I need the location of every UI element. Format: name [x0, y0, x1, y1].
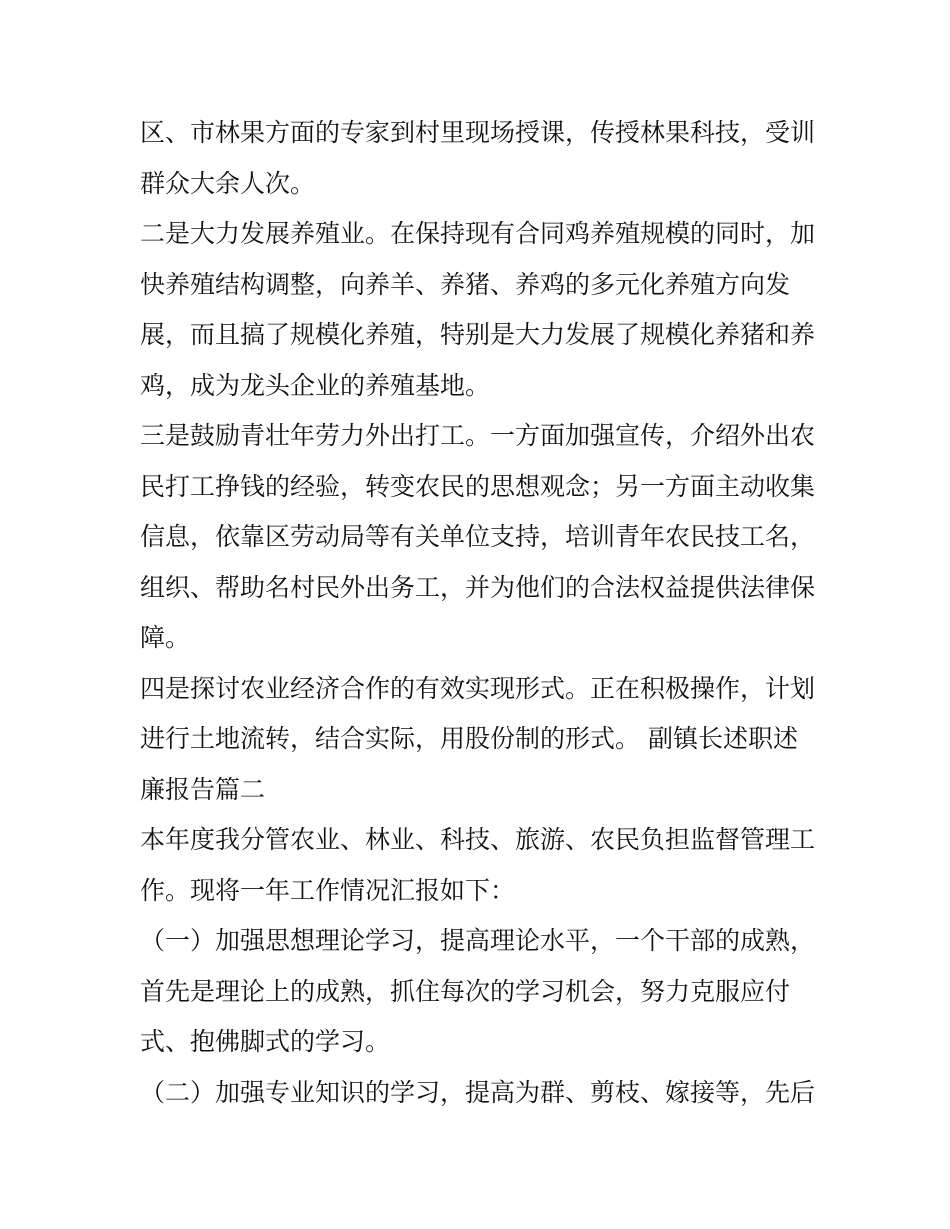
text-line: 展，而且搞了规模化养殖，特别是大力发展了规模化养猪和养 — [140, 320, 816, 349]
text-line: 区、市林果方面的专家到村里现场授课，传授林果科技，受训 — [140, 118, 816, 147]
text-line: 进行土地流转，结合实际，用股份制的形式。 副镇长述职述 — [140, 724, 798, 753]
text-line: 群众大余人次。 — [140, 168, 316, 198]
text-line: 鸡，成为龙头企业的养殖基地。 — [140, 370, 491, 400]
text-line: 首先是理论上的成熟，抓住每次的学习机会，努力克服应付 — [140, 976, 791, 1006]
text-line: 作。现将一年工作情况汇报如下： — [140, 875, 516, 905]
text-line: 廉报告篇二 — [140, 774, 266, 804]
text-line: 快养殖结构调整，向养羊、养猪、养鸡的多元化养殖方向发 — [140, 269, 791, 299]
text-line: 四是探讨农业经济合作的有效实现形式。正在积极操作，计划 — [140, 673, 816, 703]
text-line: 三是鼓励青壮年劳力外出打工。一方面加强宣传，介绍外出农 — [140, 421, 816, 450]
document-body — [140, 108, 820, 1118]
text-line: 本年度我分管农业、林业、科技、旅游、农民负担监督管理工 — [140, 825, 816, 854]
text-line: 障。 — [140, 623, 191, 652]
text-line: （二）加强专业知识的学习，提高为群、剪枝、嫁接等，先后 — [140, 1077, 816, 1107]
text-line: 信息，依靠区劳动局等有关单位支持，培训青年农民技工名， — [140, 522, 816, 551]
text-line: 组织、帮助名村民外出务工，并为他们的合法权益提供法律保 — [140, 572, 816, 602]
text-line: 民打工挣钱的经验，转变农民的思想观念；另一方面主动收集 — [140, 471, 816, 501]
text-line: 式、抱佛脚式的学习。 — [140, 1027, 391, 1056]
text-line: 二是大力发展养殖业。在保持现有合同鸡养殖规模的同时，加 — [140, 219, 816, 248]
text-line: （一）加强思想理论学习，提高理论水平，一个干部的成熟， — [140, 926, 816, 955]
